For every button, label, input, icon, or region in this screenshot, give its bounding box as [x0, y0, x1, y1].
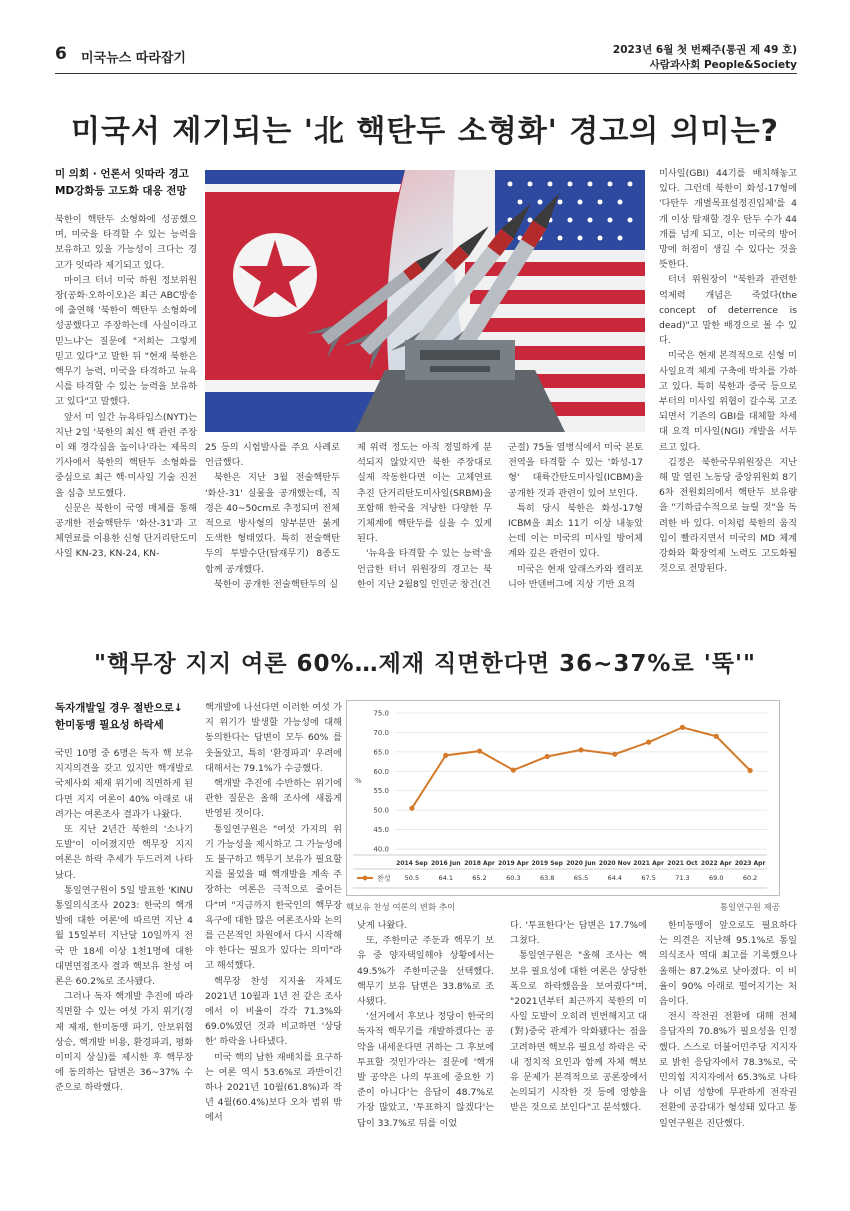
paragraph: 신문은 북한이 국영 매체를 통해 공개한 전술핵탄두 '화산-31'과 고체연료를 이용한 신형 단거리탄도미사일 KN-23, KN-24, KN- [55, 502, 197, 560]
data-point [443, 753, 448, 758]
y-tick-label: 65.0 [373, 748, 389, 757]
series-line-chanseong [412, 727, 750, 808]
article2-subhead [55, 700, 193, 734]
y-tick-label: 55.0 [373, 787, 389, 796]
article2-col2 [205, 700, 342, 1170]
paragraph: 특히 당시 북한은 화성-17형 ICBM을 최소 11기 이상 내놓았는데 이는 미국의 미사일 방어체계와 깊은 관련이 있다. [508, 502, 643, 560]
y-tick-label: 60.0 [373, 767, 389, 776]
article1-col5 [659, 166, 797, 610]
article2-col1 [55, 700, 193, 1170]
paragraph: 낮게 나왔다. [357, 920, 408, 931]
data-point [409, 806, 414, 811]
paragraph: 군절) 75돌 열병식에서 미국 본토 전역을 타격할 수 있는 '화성-17형' 대륙간탄도미사일(ICBM)을 공개한 것과 관련이 있어 보인다. [508, 442, 643, 499]
paragraph: 북한이 공개한 전술핵탄두의 실 [214, 578, 339, 590]
paragraph: '선거에서 후보나 정당이 한국의 독자적 핵무기를 개발하겠다는 공약을 내세운다면 귀하는 그 후보에 투표할 것인가'라는 질문에 '핵개발 공약은 나의 투표에 중요한 기준이 아니다'는 응답이 48.7%로 가장 많았고, '투표하지 않겠다'는 답이 33.7%로 뒤를 이었 [357, 1011, 494, 1129]
data-value-label: 50.5 [404, 874, 420, 882]
data-value-label: 65.5 [573, 874, 589, 882]
data-point [646, 740, 651, 745]
x-category-label: 2020 Jun [566, 860, 596, 867]
paragraph: 통일연구원은 "올해 조사는 핵보유 필요성에 대한 여론은 상당한 폭으로 하락했음을 보여줬다"며, "2021년부터 최근까지 북한의 미사일 도발이 오히려 빈번해지고 대(對)중국 관계가 악화됐다는 점을 고려하면 핵보유 필요성 하락은 국내 정치적 요인과 함께 자체 핵보유 문제가 본격적으로 공론장에서 논의되기 시작한 것 등에 영향을 받은 것으로 보인다"고 분석했다. [510, 950, 647, 1114]
page-number: 6 [55, 44, 67, 64]
data-value-label: 67.5 [641, 874, 656, 882]
missile-photo [205, 170, 645, 432]
article1-subhead-line: MD강화등 고도화 대응 전망 [55, 185, 187, 197]
x-category-label: 2020 Nov [598, 860, 631, 867]
chart-source: 통일연구원 제공 [719, 903, 780, 913]
data-point [578, 747, 583, 752]
legend-marker [363, 876, 368, 881]
data-point [612, 752, 617, 757]
article1-subhead [55, 166, 197, 200]
paragraph: 한미동맹이 앞으로도 필요하다는 의견은 지난해 95.1%로 통일의식조사 역대 최고를 기록했으나 올해는 87.2%로 낮아졌다. 이 비율이 90% 아래로 떨어지기는 처음이다. [659, 920, 797, 1008]
x-category-label: 2019 Sep [531, 860, 563, 867]
paragraph: 핵개발에 나선다면 이러한 여섯 가지 위기가 발생할 가능성에 대해 동의한다는 답변이 모두 60% 를 웃돌았고, 특히 '환경파괴' 우려에 대해서는 79.1%가 수긍했다. [205, 702, 342, 774]
data-point [747, 768, 752, 773]
legend-label: 찬성 [377, 874, 391, 883]
data-value-label: 65.2 [472, 874, 487, 882]
paragraph: 제 위력 정도는 아직 정밀하게 분석되지 않았지만 북한 주장대로 실제 작동한다면 이는 고체연료 추진 단거리탄도미사일(SRBM)을 포함해 한국을 겨냥한 다양한 무기체계에 핵탄두를 실을 수 있게 된다. [357, 442, 492, 545]
paragraph: 25 등의 시험발사를 주요 사례로 언급했다. [205, 442, 340, 469]
article1-col4 [508, 440, 643, 612]
x-category-label: 2021 Apr [633, 860, 664, 867]
y-tick-label: 70.0 [373, 728, 389, 737]
article2-col5 [659, 918, 797, 1173]
data-value-label: 71.3 [675, 874, 690, 882]
paragraph: 핵개발 추진에 수반하는 위기에 관한 질문은 올해 조사에 새롭게 반영된 것이다. [205, 778, 342, 820]
paragraph: 국민 10명 중 6명은 독자 핵 보유 지지의견을 갖고 있지만 핵개발로 국제사회 제재 위기에 직면하게 된다면 지지 여론이 40% 아래로 내려가는 여론조사 결과가 나왔다. [55, 748, 193, 820]
data-value-label: 63.8 [539, 874, 555, 882]
paragraph: 북한이 핵탄두 소형화에 성공했으며, 미국을 타격할 수 있는 능력을 보유하고 있을 가능성이 크다는 경고가 잇따라 제기되고 있다. [55, 214, 197, 271]
article2-col3 [357, 918, 494, 1173]
publisher-name: 사람과사회 People&Society [649, 59, 797, 71]
paragraph: 미국 핵의 남한 재배치를 요구하는 여론 역시 53.6%로 과반이긴 하나 2021년 10월(61.8%)과 작년 4월(60.4%)보다 오차 범위 밖에서 [205, 1051, 342, 1124]
paragraph: 핵무장 찬성 지지율 자체도 2021년 10월과 1년 전 같은 조사에서 이 비율이 각각 71.3%와 69.0%였던 것과 비교하면 '상당한' 하락을 나타냈다. [205, 975, 342, 1048]
article2-col4 [510, 918, 647, 1173]
paragraph: 마이크 터너 미국 하원 정보위원장(공화·오하이오)은 최근 ABC방송에 출연해 '북한이 핵탄두 소형화에 성공했다고 주장하는데 사실이라고 믿느냐'는 질문에 "저희는 그렇게 믿고 있다"고 말한 뒤 "현재 북한은 핵무기 능력, 미국을 타격하고 뉴욕시를 타격할 수 있는 능력을 보유하고 있다"고 말했다. [55, 274, 197, 408]
article1-col1 [55, 166, 197, 610]
paragraph: 터너 위원장이 "북한과 관련한 억제력 개념은 죽었다(the concept of deterrence is dead)"고 말한 배경으로 볼 수 있다. [659, 274, 797, 347]
article1-headline: 미국서 제기되는 '北 핵탄두 소형화' 경고의 의미는? [70, 114, 780, 149]
data-value-label: 69.0 [709, 874, 724, 882]
paragraph: '뉴욕을 타격할 수 있는 능력'을 언급한 터너 위원장의 경고는 북한이 지난 2월8일 인민군 창건(건 [357, 548, 492, 590]
data-value-label: 64.4 [607, 874, 623, 882]
article2-headline: "핵무장 지지 여론 60%…제재 직면한다면 36~37%로 '뚝'" [94, 651, 756, 677]
paragraph: 다. '투표한다'는 답변은 17.7%에 그쳤다. [510, 920, 647, 947]
y-tick-label: 40.0 [373, 845, 389, 854]
data-value-label: 60.2 [742, 874, 758, 882]
x-category-label: 2022 Apr [700, 860, 732, 867]
paragraph: 미국은 현재 알래스카와 캘리포니아 반덴버그에 지상 기반 요격 [508, 563, 643, 590]
y-axis-label: % [355, 777, 362, 785]
paragraph: 미국은 현재 본격적으로 신형 미사일요격 체계 구축에 박차를 가하고 있다. 특히 북한과 중국 등으로부터의 미사일 위협이 갈수록 고조되면서 기존의 GBI를 대체할 차세대 요격 미사일(NGI) 개발을 서두르고 있다. [659, 350, 797, 453]
paragraph: 북한은 지난 3월 전술핵탄두 '화산-31' 실물을 공개했는데, 직경은 40~50cm로 추정되며 전체적으로 방사형의 양부분만 붉게 도색한 형태였다. 특히 전술핵탄두의 투발수단(탑재무기) 8종도 함께 공개했다. [205, 472, 340, 575]
paragraph: 또 지난 2년간 북한의 '소나기 도발'이 이어졌지만 핵무장 지지 여론은 하락 추세가 두드러져 나타났다. [55, 824, 193, 881]
paragraph: 전시 작전권 전환에 대해 전체 응답자의 70.8%가 필요성을 인정했다. 스스로 더불어민주당 지지자로 밝힌 응답자에서 78.3%로, 국민의힘 지지자에서 65.3%로 나타나 이념 성향에 무관하게 전작권 전환에 공감대가 형성돼 있다고 통일연구원은 진단했다. [659, 1011, 797, 1129]
x-category-label: 2019 Apr [498, 860, 529, 867]
paragraph: 그러나 독자 핵개발 추진에 따라 직면할 수 있는 여섯 가지 위기(경제 제재, 한미동맹 파기, 안보위협 상승, 핵개발 비용, 환경파괴, 평화 이미지 상실)를 제시한 후 핵무장에 동의하는 답변은 36~37% 수준으로 하락했다. [55, 991, 193, 1094]
article1-col2 [205, 440, 340, 612]
section-title: 미국뉴스 따라잡기 [81, 51, 186, 66]
data-value-label: 60.3 [506, 874, 521, 882]
y-tick-label: 75.0 [373, 709, 389, 718]
y-tick-label: 45.0 [373, 826, 389, 835]
paragraph: 또, 주한미군 주둔과 핵무기 보유 중 양자택일해야 상황에서는 49.5%가 주한미군을 선택했다. 핵무기 보유 답변은 33.8%로 조사됐다. [357, 935, 494, 1008]
data-value-label: 64.1 [438, 874, 453, 882]
x-category-label: 2014 Sep [396, 860, 428, 867]
data-point [511, 768, 516, 773]
data-point [477, 748, 482, 753]
paragraph: 김정은 북한국무위원장은 지난해 말 열린 노동당 중앙위원회 8기 6차 전원회의에서 핵탄두 보유량을 "기하급수적으로 늘릴 것"을 독려한 바 있다. 이처럼 북한의 움직임이 빨라지면서 미국의 MD 체계 강화와 확장억제 노력도 고도화될 것으로 전망된다. [659, 456, 797, 575]
y-tick-label: 50.0 [373, 806, 389, 815]
article2-subhead-line: 독자개발일 경우 절반으로↓ [55, 702, 183, 714]
x-category-label: 2018 Apr [464, 860, 495, 867]
support-trend-chart [346, 700, 780, 896]
chart-caption: 핵보유 찬성 여론의 변화 추이 [346, 903, 456, 913]
x-category-label: 2023 Apr [734, 860, 766, 867]
article1-subhead-line: 미 의회 · 언론서 잇따라 경고 [55, 168, 189, 180]
issue-info: 2023년 6월 첫 번째주(통권 제 49 호) [612, 44, 797, 56]
x-category-label: 2021 Oct [667, 860, 698, 867]
x-category-label: 2016 Jun [430, 860, 461, 867]
data-point [545, 754, 550, 759]
chart-canvas [347, 701, 779, 895]
paragraph: 통일연구원이 5일 발표한 'KINU 통일의식조사 2023: 한국의 핵개발에 대한 여론'에 따르면 지난 4월 15일부터 지난달 10일까지 전국 만 18세 이상 1천1명에 대한 대면면접조사 결과 핵보유 찬성 여론은 60.2%로 조사됐다. [55, 884, 193, 988]
paragraph: 앞서 미 일간 뉴욕타임스(NYT)는 지난 2일 '북한의 최신 핵 관련 주장이 왜 경각심을 높이나'라는 제목의 기사에서 북한의 핵탄두 소형화를 중심으로 최근 핵·미사일 기술 진전을 심층 보도했다. [55, 411, 197, 499]
missile-illustration [205, 170, 645, 432]
data-point [714, 734, 719, 739]
paragraph: 통일연구원은 "여섯 가지의 위기 가능성을 제시하고 그 가능성에도 불구하고 핵무기 보유가 필요할지를 물었을 때 핵개발을 계속 주장하는 여론은 극적으로 줄어든다"며 "지금까지 한국인의 핵무장 욕구에 대한 많은 여론조사와 논의를 근본적인 차원에서 다시 시작해야 한다는 필요가 있다는 의미"라고 해석했다. [205, 823, 342, 972]
article2-subhead-line: 한미동맹 필요성 하락세 [55, 719, 164, 731]
page-header [55, 40, 797, 74]
article1-col3 [357, 440, 492, 612]
data-point [680, 725, 685, 730]
paragraph: 미사일(GBI) 44기를 배치해놓고 있다. 그런데 북한이 화성-17형에 '다탄두 개별목표설정진입체'를 4개 이상 탑재할 경우 탄두 수가 44개를 넘게 되고, 이는 미국의 방어망에 허점이 생길 수 있다는 것을 뜻한다. [659, 168, 797, 271]
